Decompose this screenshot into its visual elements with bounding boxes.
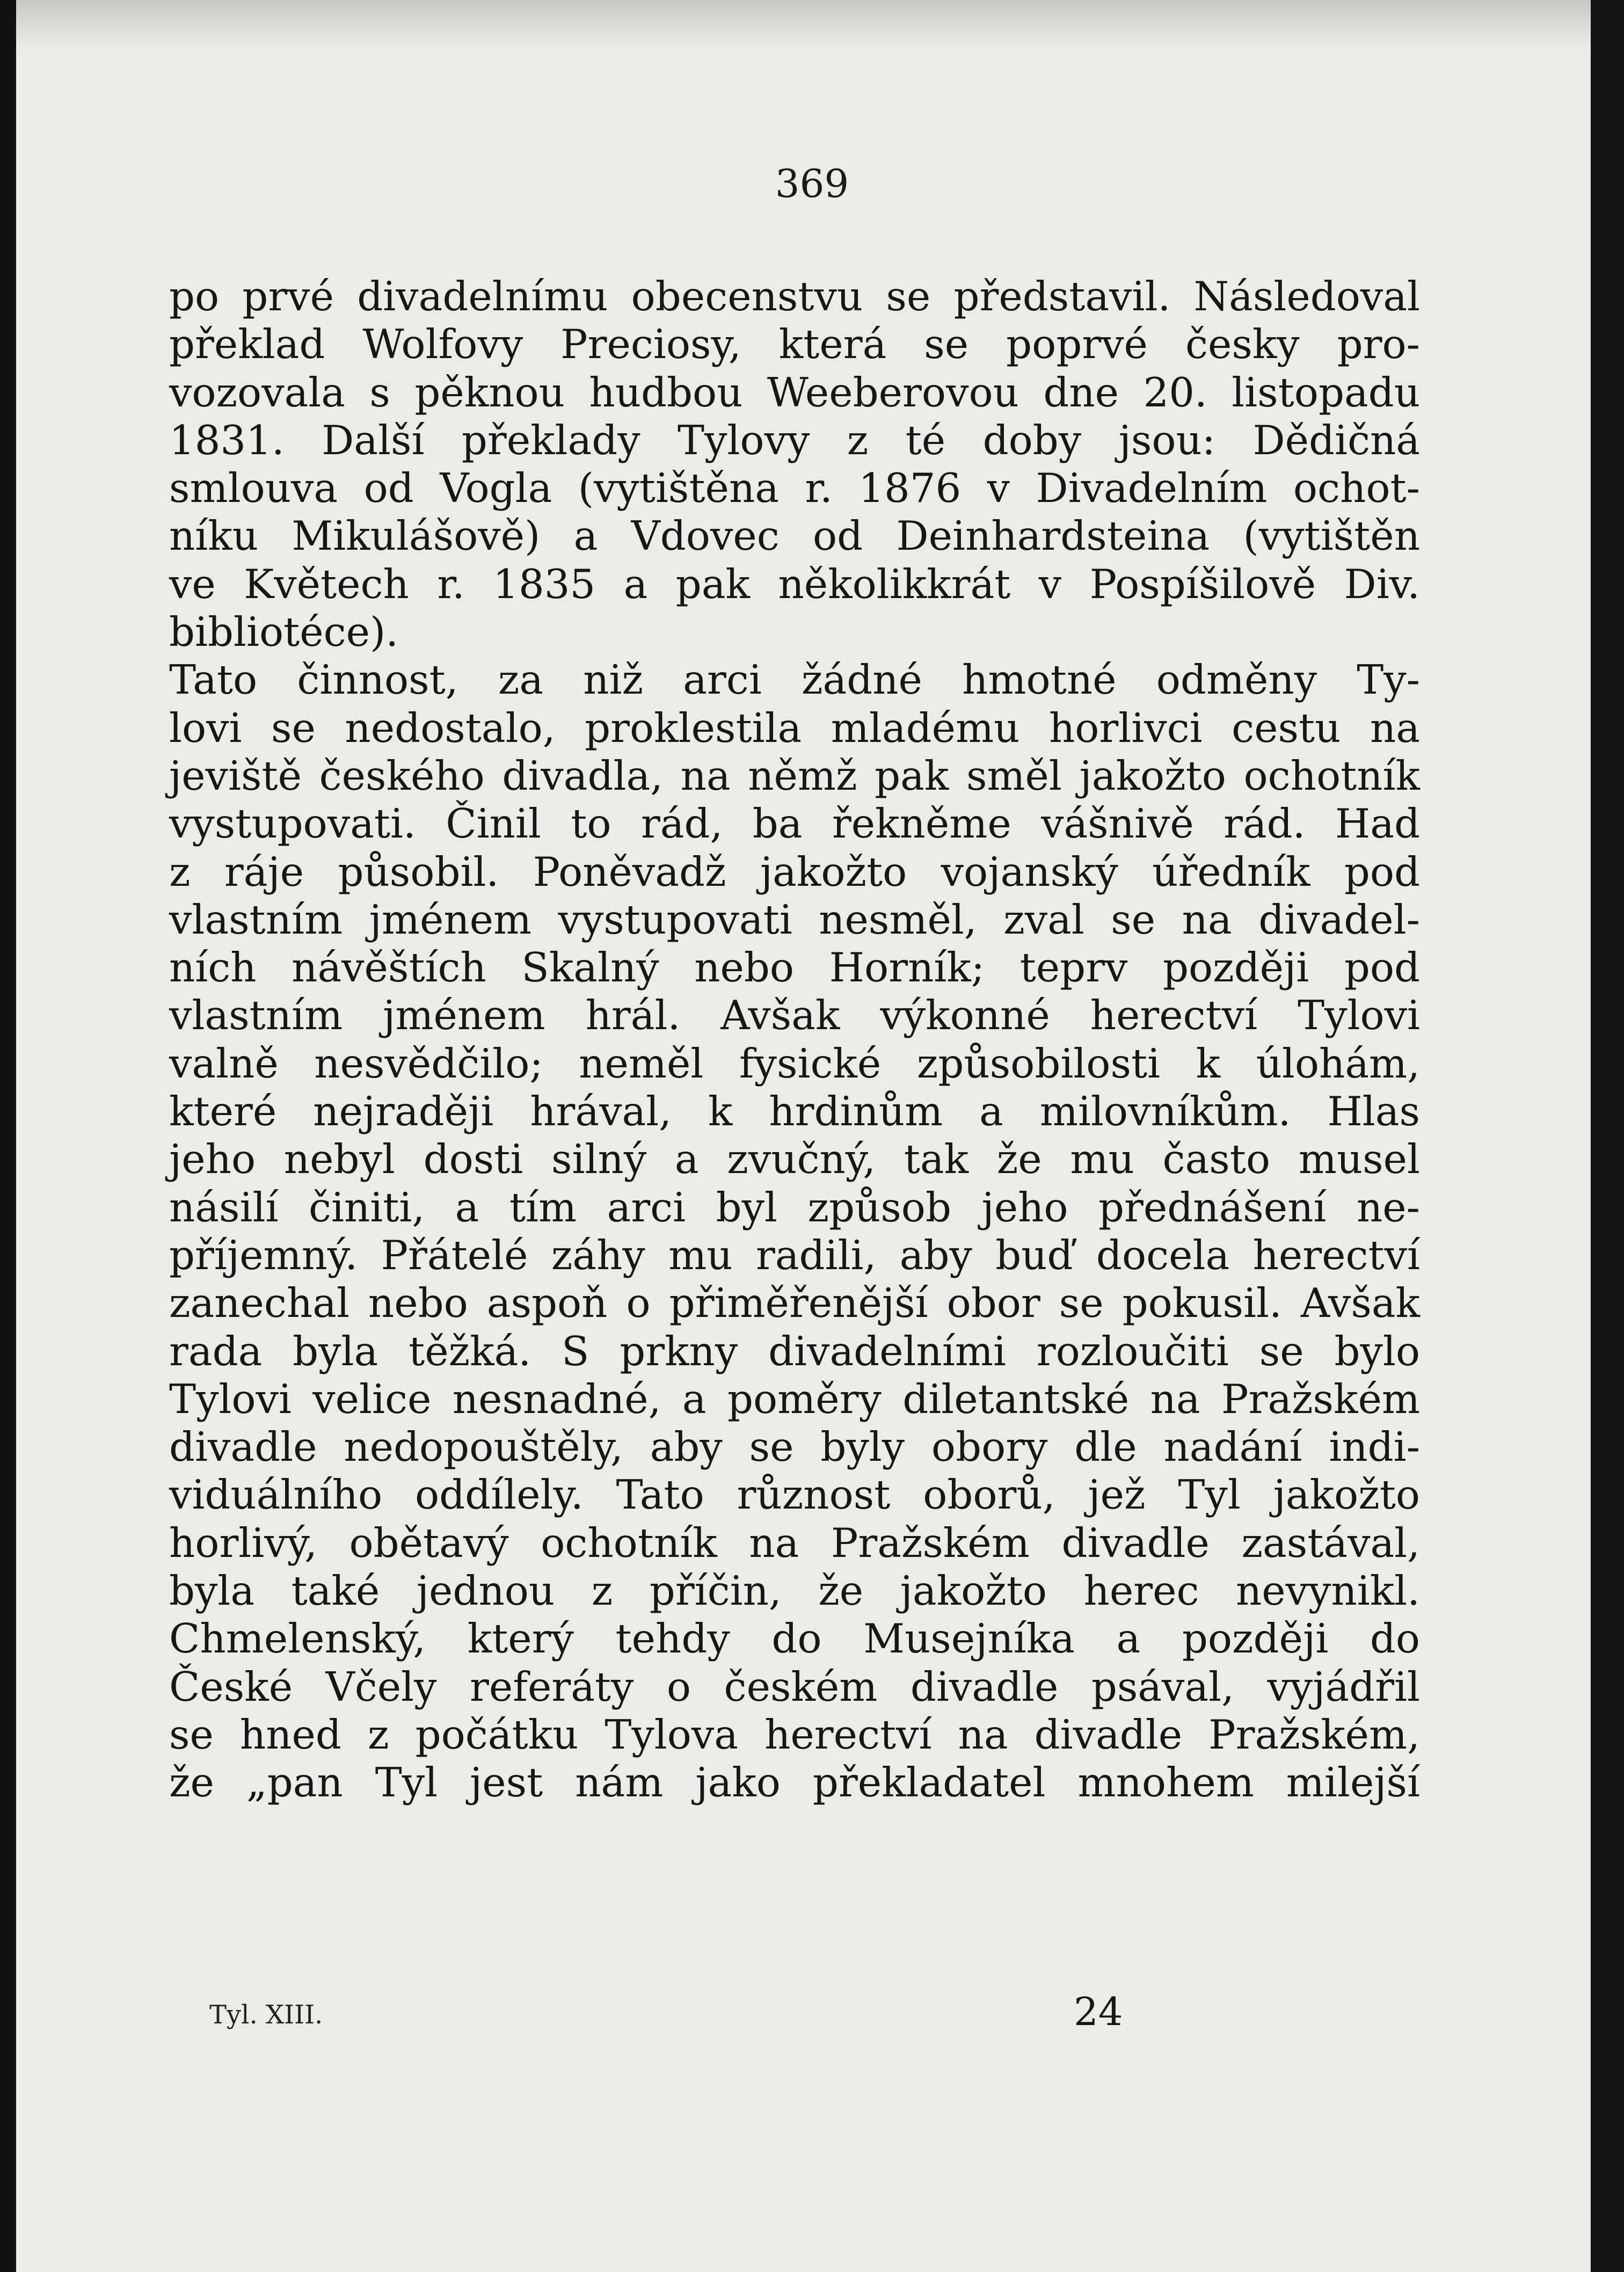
text-line: příjemný. Přátelé záhy mu radili, aby buď docela herectví — [169, 1231, 1420, 1279]
sheet-number: 24 — [1074, 1989, 1123, 2034]
sheet-signature: Tyl. XIII. — [209, 2000, 323, 2030]
text-line: zanechal nebo aspoň o přiměřenější obor se pokusil. Avšak — [169, 1279, 1420, 1327]
text-line: vystupovati. Činil to rád, ba řekněme vášnivě rád. Had — [169, 800, 1420, 848]
text-line: divadle nedopouštěly, aby se byly obory dle nadání indi- — [169, 1423, 1420, 1471]
text-line: jeviště českého divadla, na němž pak směl jakožto ochotník — [169, 752, 1420, 799]
text-line: níku Mikulášově) a Vdovec od Deinhardsteina (vytištěn — [169, 512, 1420, 560]
text-line: jeho nebyl dosti silný a zvučný, tak že mu často musel — [169, 1135, 1420, 1183]
text-line: Chmelenský, který tehdy do Musejníka a později do — [169, 1615, 1420, 1663]
text-line: překlad Wolfovy Preciosy, která se poprvé česky pro- — [169, 321, 1420, 368]
text-line: které nejraději hrával, k hrdinům a milovníkům. Hlas — [169, 1088, 1420, 1135]
text-line: rada byla těžká. S prkny divadelními rozloučiti se bylo — [169, 1327, 1420, 1375]
text-line: horlivý, obětavý ochotník na Pražském divadle zastával, — [169, 1519, 1420, 1567]
text-line: 1831. Další překlady Tylovy z té doby jsou: Dědičná — [169, 416, 1420, 464]
text-line: lovi se nedostalo, proklestila mladému horlivci cestu na — [169, 704, 1420, 752]
text-line: že „pan Tyl jest nám jako překladatel mnohem milejší — [169, 1759, 1420, 1807]
text-line: po prvé divadelnímu obecenstvu se představil. Následoval — [169, 273, 1420, 320]
text-line: byla také jednou z příčin, že jakožto herec nevynikl. — [169, 1567, 1420, 1615]
text-line: ve Květech r. 1835 a pak několikkrát v Pospíšilově Div. — [169, 560, 1420, 608]
scan-shadow — [16, 0, 1591, 48]
text-line: vozovala s pěknou hudbou Weeberovou dne 20. listopadu — [169, 368, 1420, 416]
text-line: ních návěštích Skalný nebo Horník; teprv později pod — [169, 944, 1420, 992]
text-line: se hned z počátku Tylova herectví na divadle Pražském, — [169, 1710, 1420, 1758]
text-line: Tato činnost, za niž arci žádné hmotné odměny Ty- — [169, 656, 1420, 704]
page-number: 369 — [775, 161, 849, 206]
text-line: vlastním jménem hrál. Avšak výkonné herectví Tylovi — [169, 992, 1420, 1039]
body-text — [169, 273, 1420, 1807]
text-line: z ráje působil. Poněvadž jakožto vojanský úředník pod — [169, 848, 1420, 895]
text-line: České Včely referáty o českém divadle psával, vyjádřil — [169, 1663, 1420, 1710]
text-line: smlouva od Vogla (vytištěna r. 1876 v Divadelním ochot- — [169, 464, 1420, 512]
scan-border-left — [0, 0, 16, 2272]
text-line: Tylovi velice nesnadné, a poměry diletantské na Pražském — [169, 1375, 1420, 1423]
text-line: násilí činiti, a tím arci byl způsob jeho přednášení ne- — [169, 1183, 1420, 1231]
scan-border-right — [1591, 0, 1624, 2272]
text-line: viduálního oddílely. Tato různost oborů, jež Tyl jakožto — [169, 1471, 1420, 1519]
text-line: vlastním jménem vystupovati nesměl, zval se na divadel- — [169, 895, 1420, 943]
text-line: valně nesvědčilo; neměl fysické způsobilosti k úlohám, — [169, 1039, 1420, 1087]
text-line: bibliotéce). — [169, 608, 399, 656]
